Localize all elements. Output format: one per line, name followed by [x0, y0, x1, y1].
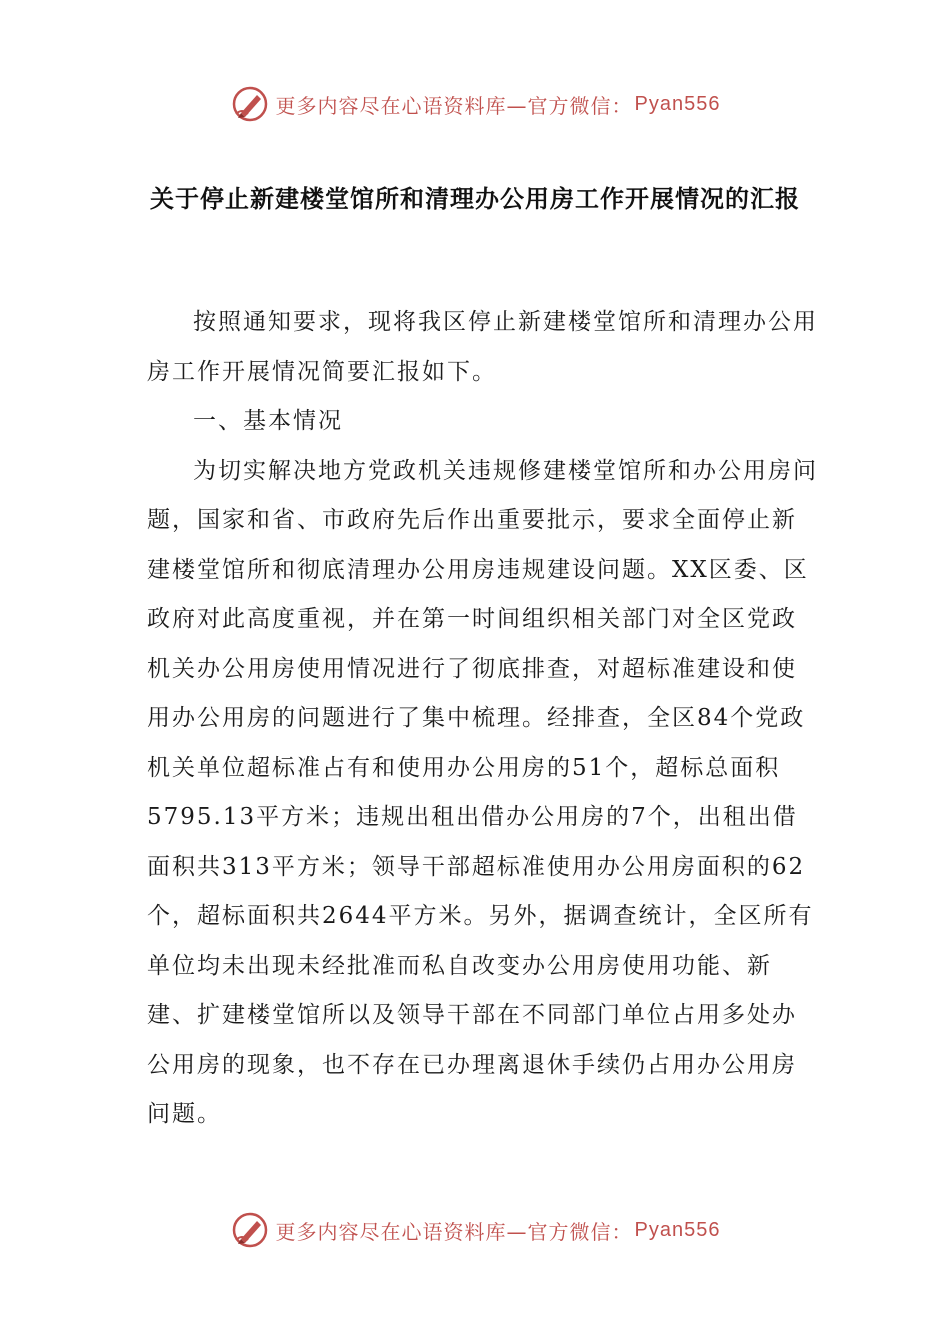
- watermark-text: 更多内容尽在心语资料库—官方微信：: [275, 1219, 633, 1244]
- footer-watermark: [0, 1208, 950, 1252]
- watermark-id: Pyan556: [634, 1218, 721, 1241]
- pen-logo-icon: [230, 84, 270, 124]
- pen-logo-icon: [230, 1210, 270, 1250]
- header-watermark: [0, 82, 950, 126]
- section-heading: 一、基本情况: [193, 408, 343, 434]
- watermark-id: Pyan556: [634, 92, 721, 115]
- intro-paragraph: 按照通知要求，现将我区停止新建楼堂馆所和清理办公用房工作开展情况简要汇报如下。: [147, 309, 818, 385]
- watermark-text: 更多内容尽在心语资料库—官方微信：: [275, 93, 633, 118]
- document-body: [147, 298, 819, 1140]
- document-title: 关于停止新建楼堂馆所和清理办公用房工作开展情况的汇报: [150, 185, 800, 213]
- content-paragraph: 为切实解决地方党政机关违规修建楼堂馆所和办公用房问题，国家和省、市政府先后作出重要批示，要求全面停止新建楼堂馆所和彻底清理办公用房违规建设问题。XX区委、区政府对此高度重视，并在第一时间组织相关部门对全区党政机关办公用房使用情况进行了彻底排查，对超标准建设和使用办公用房的问题进行了集中梳理。经排查，全区84个党政机关单位超标准占有和使用办公用房的51个，超标总面积5795.13平方米；违规出租出借办公用房的7个，出租出借面积共313平方米；领导干部超标准使用办公用房面积的62个，超标面积共2644平方米。另外，据调查统计，全区所有单位均未出现未经批准而私自改变办公用房使用功能、新建、扩建楼堂馆所以及领导干部在不同部门单位占用多处办公用房的现象，也不存在已办理离退休手续仍占用办公用房问题。: [147, 457, 818, 1127]
